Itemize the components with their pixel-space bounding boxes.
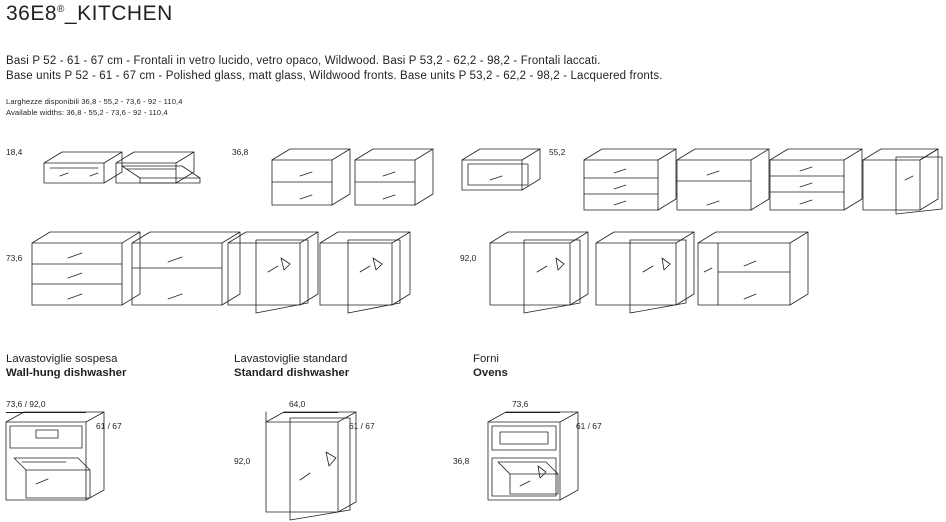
section-heading-wall-hung-dishwasher xyxy=(6,353,126,379)
drawing-ovens xyxy=(488,412,578,500)
page-title xyxy=(6,2,173,26)
drawing-unit-55-2-a xyxy=(584,149,676,210)
section-heading-standard-dishwasher xyxy=(234,353,349,379)
drawing-unit-92-0-b xyxy=(596,232,694,313)
drawing-unit-73-6-c xyxy=(228,232,318,313)
drawing-unit-36-8-c xyxy=(462,149,540,190)
drawing-standard-dishwasher xyxy=(266,412,356,520)
dim-rule-dishwasher-suspended xyxy=(6,412,86,413)
drawing-unit-36-8-a xyxy=(272,149,350,205)
drawing-unit-73-6-b xyxy=(132,232,240,305)
drawing-unit-55-2-c xyxy=(770,149,862,210)
dim-row1-right: 55,2 xyxy=(549,147,566,157)
drawing-unit-18-4-b xyxy=(116,152,200,183)
dim-row1-mid: 36,8 xyxy=(232,147,249,157)
registered-trademark-icon: ® xyxy=(57,4,65,15)
dim-ovens-top: 73,6 xyxy=(512,399,529,409)
drawing-unit-55-2-b xyxy=(677,149,769,210)
drawing-unit-73-6-d xyxy=(320,232,410,313)
section-title-en: Ovens xyxy=(473,367,508,379)
section-title-en: Standard dishwasher xyxy=(234,367,350,379)
dim-row2-right: 92,0 xyxy=(460,253,477,263)
page-title-rest: _KITCHEN xyxy=(64,2,173,25)
dim-ovens-left: 36,8 xyxy=(453,456,470,466)
dim-dishwasher-suspended-side: 61 / 67 xyxy=(96,421,122,431)
drawing-wall-hung-dishwasher xyxy=(6,412,104,500)
drawing-unit-92-0-a xyxy=(490,232,588,313)
dim-dishwasher-standard-top: 64,0 xyxy=(289,399,306,409)
dim-dishwasher-standard-side: 61 / 67 xyxy=(349,421,375,431)
section-heading-ovens xyxy=(473,353,508,379)
dim-dishwasher-suspended-top: 73,6 / 92,0 xyxy=(6,399,46,409)
section-title-it: Forni xyxy=(473,353,499,365)
drawing-unit-73-6-a xyxy=(32,232,140,305)
dim-rule-ovens xyxy=(505,412,560,413)
section-title-en: Wall-hung dishwasher xyxy=(6,367,127,379)
page-title-main: 36E8 xyxy=(6,2,58,25)
available-widths-italian: Larghezze disponibili 36,8 - 55,2 - 73,6 - 92 - 110,4 xyxy=(6,97,183,106)
dim-dishwasher-standard-left: 92,0 xyxy=(234,456,251,466)
description-italian: Basi P 52 - 61 - 67 cm - Frontali in vetro lucido, vetro opaco, Wildwood. Basi P 53,2 - 62,2 - 98,2 - Frontali laccati. xyxy=(6,55,601,67)
section-title-it: Lavastoviglie sospesa xyxy=(6,353,118,365)
dim-ovens-side: 61 / 67 xyxy=(576,421,602,431)
section-title-it: Lavastoviglie standard xyxy=(234,353,348,365)
description-english: Base units P 52 - 61 - 67 cm - Polished glass, matt glass, Wildwood fronts. Base units P 53,2 - 62,2 - 98,2 - Lacquered fronts. xyxy=(6,70,663,82)
drawing-unit-36-8-b xyxy=(355,149,433,205)
dim-row2-left: 73,6 xyxy=(6,253,23,263)
drawing-unit-18-4-a xyxy=(44,152,122,183)
drawing-unit-55-2-d xyxy=(863,149,942,214)
available-widths-english: Available widths: 36,8 - 55,2 - 73,6 - 92 - 110,4 xyxy=(6,108,168,117)
drawing-unit-92-0-c xyxy=(698,232,808,305)
dim-rule-dishwasher-standard xyxy=(283,412,338,413)
dim-row1-left: 18,4 xyxy=(6,147,23,157)
